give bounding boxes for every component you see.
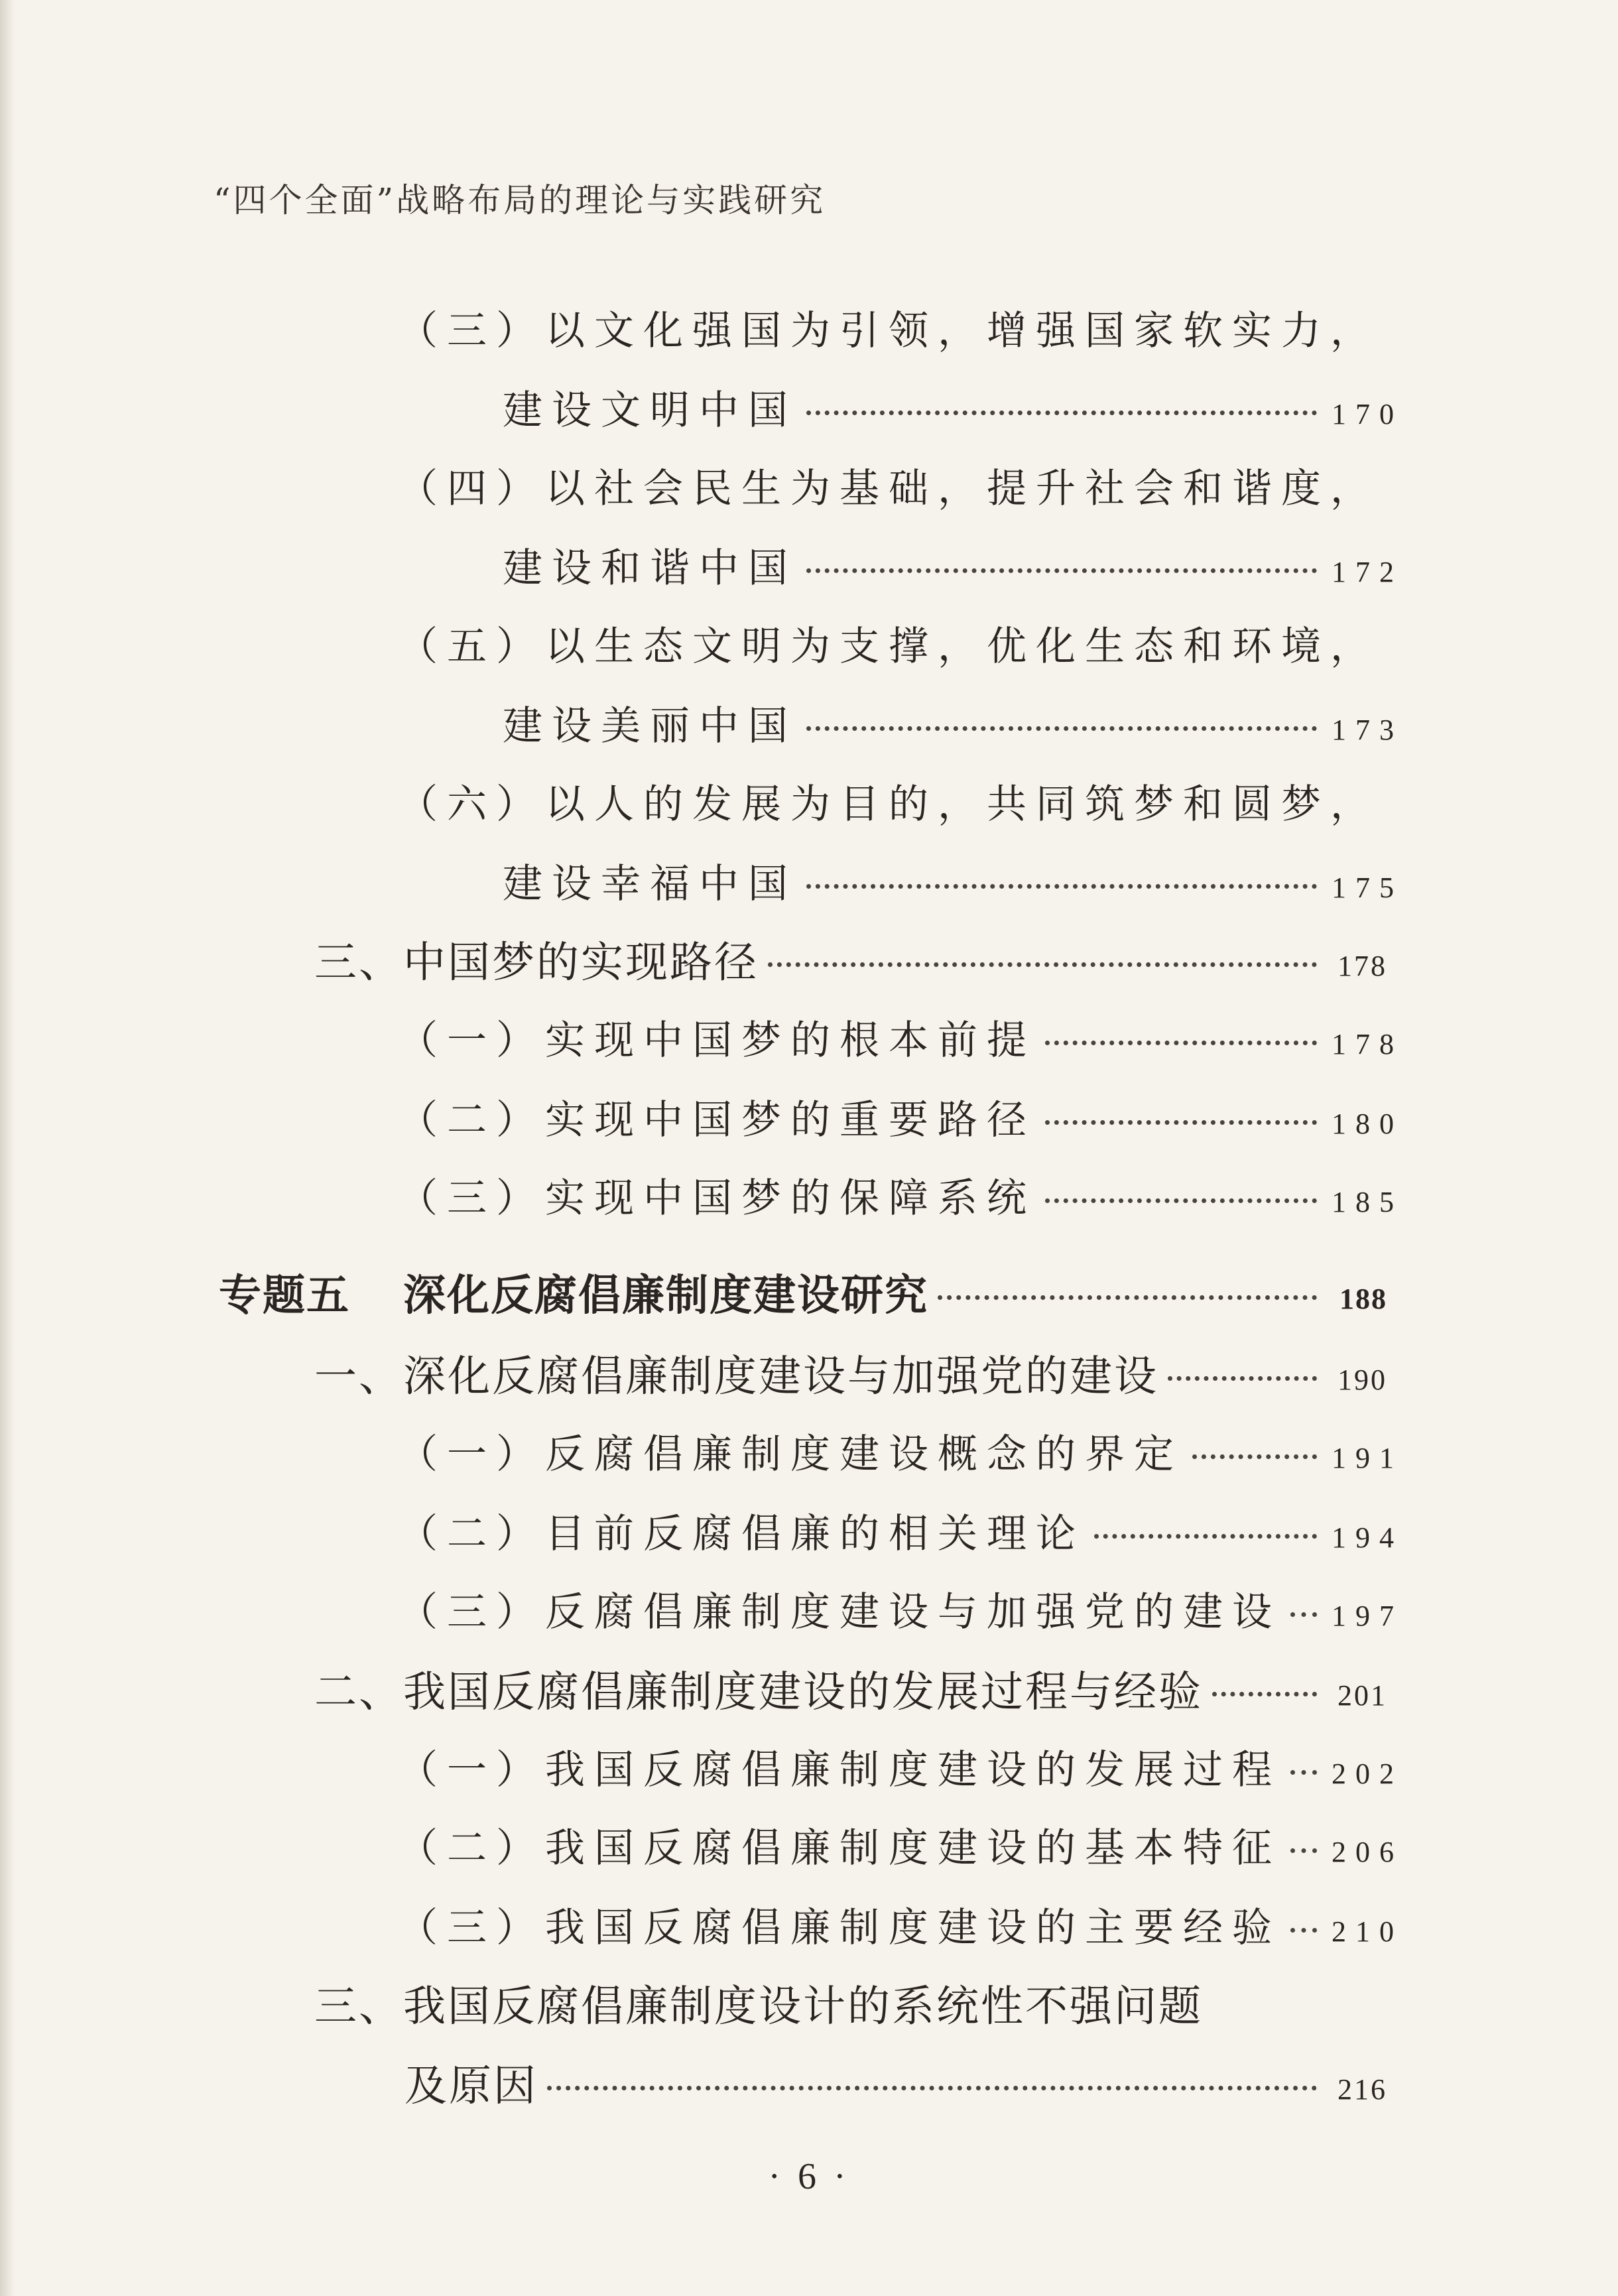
dot-leader: [1045, 1041, 1317, 1045]
dot-leader: [938, 1295, 1317, 1300]
dot-leader: [1045, 1120, 1317, 1125]
toc-entry-label: 一、深化反腐倡廉制度建设与加强党的建设: [314, 1352, 1158, 1401]
toc-entry[interactable]: [398, 297, 1379, 358]
dot-leader: [1290, 1612, 1317, 1617]
dot-leader: [806, 568, 1317, 573]
toc-entry-label: （四）以社会民生为基础，提升社会和谐度，: [398, 466, 1379, 512]
toc-entry-label: （二）实现中国梦的重要路径: [398, 1097, 1036, 1143]
toc-entry[interactable]: [398, 771, 1379, 832]
toc-page-number: 185: [1332, 1185, 1403, 1218]
toc-entry-label: （六）以人的发展为目的，共同筑梦和圆梦，: [398, 781, 1379, 828]
dot-leader: [1045, 1198, 1317, 1203]
toc-page-number: 197: [1332, 1599, 1403, 1632]
toc-entry[interactable]: [503, 535, 1403, 596]
dot-leader: [1168, 1376, 1317, 1381]
toc-entry[interactable]: [503, 692, 1403, 753]
toc-entry[interactable]: [314, 1972, 1203, 2033]
chapter-title: 深化反腐倡廉制度建设研究: [403, 1271, 928, 1320]
toc-entry-label: 建设美丽中国: [503, 703, 797, 749]
toc-entry[interactable]: [314, 1658, 1387, 1719]
toc-entry[interactable]: [398, 1086, 1403, 1147]
dot-leader: [806, 884, 1317, 889]
dot-leader: [1290, 1848, 1317, 1853]
toc-entry-label: （三）反腐倡廉制度建设与加强党的建设: [398, 1589, 1281, 1635]
toc-entry-label: 三、我国反腐倡廉制度设计的系统性不强问题: [314, 1982, 1203, 2031]
dot-leader: [1290, 1928, 1317, 1933]
toc-entry-label: （一）反腐倡廉制度建设概念的界定: [398, 1431, 1183, 1478]
toc-page-number: 191: [1332, 1441, 1403, 1474]
toc-entry[interactable]: [398, 1894, 1403, 1955]
toc-entry-label: 建设和谐中国: [503, 545, 797, 592]
dot-leader: [1192, 1454, 1317, 1459]
page-number-folio: · 6 ·: [768, 2156, 850, 2197]
dot-leader: [1094, 1534, 1317, 1539]
toc-page-number: 202: [1332, 1757, 1403, 1790]
toc-page-number: 172: [1332, 555, 1403, 588]
toc-page-number: 170: [1332, 397, 1403, 430]
page-edge-shadow: [0, 0, 15, 2296]
toc-entry-label: （二）我国反腐倡廉制度建设的基本特征: [398, 1825, 1281, 1872]
toc-entry[interactable]: [398, 1421, 1403, 1482]
toc-entry-label: （五）以生态文明为支撑，优化生态和环境，: [398, 623, 1379, 670]
toc-page-number: 201: [1338, 1679, 1387, 1712]
toc-page-number: 216: [1338, 2073, 1387, 2106]
toc-entry[interactable]: [398, 455, 1379, 516]
toc-entry[interactable]: [314, 1342, 1387, 1403]
toc-entry[interactable]: [503, 850, 1403, 911]
dot-leader: [547, 2086, 1317, 2090]
toc-entry-label: （三）实现中国梦的保障系统: [398, 1175, 1036, 1222]
toc-page-number: 175: [1332, 871, 1403, 904]
toc-entry[interactable]: [404, 2052, 1387, 2113]
toc-entry-label: 二、我国反腐倡廉制度建设的发展过程与经验: [314, 1668, 1203, 1717]
toc-entry-label: （一）实现中国梦的根本前提: [398, 1017, 1036, 1064]
toc-entry[interactable]: [398, 1815, 1403, 1876]
toc-entry[interactable]: [398, 1578, 1403, 1639]
chapter-label: 专题五: [219, 1271, 350, 1320]
toc-page-number: 173: [1332, 713, 1403, 746]
dot-leader: [768, 962, 1317, 967]
toc-entry[interactable]: [314, 928, 1387, 989]
running-header: “四个全面”战略布局的理论与实践研究: [214, 181, 826, 220]
toc-entry[interactable]: [398, 1736, 1403, 1797]
toc-page-number: 178: [1332, 1027, 1403, 1060]
toc-page-number: 188: [1339, 1282, 1387, 1315]
toc-chapter-entry[interactable]: [219, 1261, 1387, 1322]
toc-entry[interactable]: [398, 1500, 1403, 1561]
toc-entry[interactable]: [398, 613, 1379, 674]
toc-entry-label: （二）目前反腐倡廉的相关理论: [398, 1511, 1085, 1557]
toc-page-number: 178: [1338, 949, 1387, 982]
toc-entry[interactable]: [398, 1007, 1403, 1068]
dot-leader: [806, 411, 1317, 415]
toc-page-number: 210: [1332, 1915, 1403, 1948]
toc-entry-label: （三）以文化强国为引领，增强国家软实力，: [398, 308, 1379, 354]
toc-entry[interactable]: [503, 377, 1403, 438]
toc-entry-label: （一）我国反腐倡廉制度建设的发展过程: [398, 1747, 1281, 1793]
toc-entry-label: 建设幸福中国: [503, 861, 797, 907]
dot-leader: [806, 726, 1317, 731]
toc-page-number: 206: [1332, 1835, 1403, 1868]
toc-page-number: 180: [1332, 1107, 1403, 1140]
toc-entry[interactable]: [398, 1165, 1403, 1226]
toc-entry-label: （三）我国反腐倡廉制度建设的主要经验: [398, 1905, 1281, 1951]
toc-page-number: 194: [1332, 1521, 1403, 1554]
toc-entry-label: 建设文明中国: [503, 387, 797, 434]
toc-page-number: 190: [1338, 1363, 1387, 1396]
dot-leader: [1212, 1692, 1317, 1696]
dot-leader: [1290, 1770, 1317, 1775]
toc-entry-label: 三、中国梦的实现路径: [314, 938, 759, 988]
toc-entry-label: 及原因: [404, 2062, 538, 2111]
